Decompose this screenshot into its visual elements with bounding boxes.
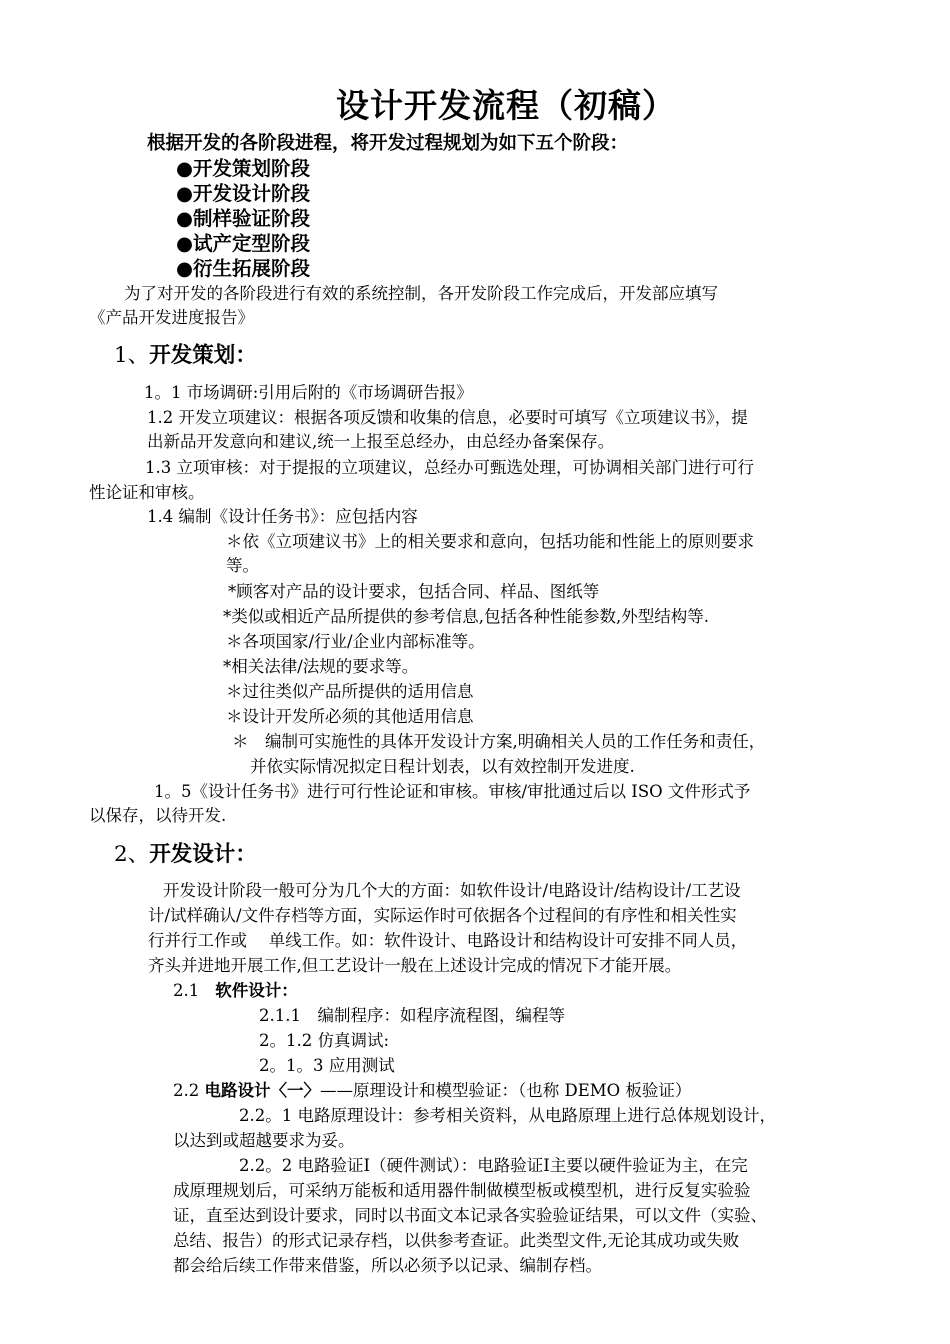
bullet-icon: ● (176, 182, 194, 205)
subsection-1-1: 1。1 市场调研:引用后附的《市场调研告报》 (144, 383, 473, 402)
bullet-icon: ● (176, 257, 194, 280)
subsection-1-3-line: 性论证和审核。 (89, 483, 205, 502)
control-paragraph-line: 为了对开发的各阶段进行有效的系统控制，各开发阶段工作完成后，开发部应填写 (124, 284, 718, 303)
list-item: *顾客对产品的设计要求，包括合同、样品、图纸等 (228, 582, 600, 601)
subsection-2-2-2-line: 都会给后续工作带来借鉴，所以必须予以记录、编制存档。 (173, 1256, 602, 1275)
subsection-1-2-line: 出新品开发意向和建议,统一上报至总经办，由总经办备案保存。 (147, 432, 615, 451)
list-item: ＊过往类似产品所提供的适用信息 (226, 682, 474, 701)
paragraph-line: 开发设计阶段一般可分为几个大的方面：如软件设计/电路设计/结构设计/工艺设 (163, 881, 741, 900)
phase-item: ●试产定型阶段 (176, 232, 311, 255)
list-item: ＊ 编制可实施性的具体开发设计方案,明确相关人员的工作任务和责任， (232, 732, 766, 751)
phase-item: ●制样验证阶段 (176, 207, 311, 230)
subsection-1-5-line: 1。5《设计任务书》进行可行性论证和审核。审核/审批通过后以 ISO 文件形式予 (154, 782, 751, 801)
subsection-1-3-line: 1.3 立项审核：对于提报的立项建议，总经办可甄选处理，可协调相关部门进行可行 (145, 458, 754, 477)
subsection-2-2-2-line: 成原理规划后，可采纳万能板和适用器件制做模型板或模型机，进行反复实验验 (173, 1181, 751, 1200)
subsection-2-2-2-line: 证，直至达到设计要求，同时以书面文本记录各实验验证结果，可以文件（实验、 (173, 1206, 767, 1225)
phase-item: ●衍生拓展阶段 (176, 257, 311, 280)
subsection-2-2-2-line: 2.2。2 电路验证Ⅰ（硬件测试）：电路验证Ⅰ主要以硬件验证为主，在完 (239, 1156, 748, 1175)
paragraph-line: 行并行工作或 单线工作。如：软件设计、电路设计和结构设计可安排不同人员， (148, 931, 748, 950)
section-1-heading: 1、开发策划： (114, 343, 257, 368)
document-title: 设计开发流程（初稿） (336, 86, 676, 125)
paragraph-line: 计/试样确认/文件存档等方面，实际运作时可依据各个过程间的有序性和相关性实 (148, 906, 737, 925)
subsection-2-1-heading: 2.1 软件设计： (173, 981, 298, 1000)
list-item: 2。1。3 应用测试 (259, 1056, 395, 1075)
phase-item: ●开发策划阶段 (176, 157, 311, 180)
list-item: ＊各项国家/行业/企业内部标准等。 (226, 632, 485, 651)
subsection-2-2-2-line: 总结、报告）的形式记录存档，以供参考查证。此类型文件,无论其成功或失败 (173, 1231, 740, 1250)
list-item: 2。1.2 仿真调试: (259, 1031, 390, 1050)
section-2-heading: 2、开发设计： (114, 842, 257, 867)
list-item: ＊依《立项建议书》上的相关要求和意向，包括功能和性能上的原则要求 (226, 532, 754, 551)
bullet-icon: ● (176, 207, 194, 230)
subsection-2-2-1-line: 以达到或超越要求为妥。 (173, 1131, 355, 1150)
list-item: ＊设计开发所必须的其他适用信息 (226, 707, 474, 726)
subsection-2-2-1-line: 2.2。1 电路原理设计：参考相关资料，从电路原理上进行总体规划设计， (239, 1106, 776, 1125)
subsection-1-4: 1.4 编制《设计任务书》：应包括内容 (147, 507, 418, 526)
list-item: 并依实际情况拟定日程计划表，以有效控制开发进度. (250, 757, 635, 776)
phase-item: ●开发设计阶段 (176, 182, 311, 205)
list-item: 2.1.1 编制程序：如程序流程图，编程等 (259, 1006, 565, 1025)
list-item: *相关法律/法规的要求等。 (223, 657, 419, 676)
list-item: 等。 (226, 556, 259, 575)
list-item: *类似或相近产品所提供的参考信息,包括各种性能参数,外型结构等. (223, 607, 709, 626)
bullet-icon: ● (176, 232, 194, 255)
intro-line: 根据开发的各阶段进程，将开发过程规划为如下五个阶段： (147, 133, 629, 154)
subsection-1-5-line: 以保存，以待开发. (89, 806, 227, 825)
bullet-icon: ● (176, 157, 194, 180)
subsection-1-2-line: 1.2 开发立项建议：根据各项反馈和收集的信息，必要时可填写《立项建议书》，提 (147, 408, 748, 427)
control-paragraph-line: 《产品开发进度报告》 (89, 308, 254, 327)
subsection-2-2-heading: 2.2 电路设计〈一〉——原理设计和模型验证：（也称 DEMO 板验证） (173, 1081, 692, 1100)
paragraph-line: 齐头并进地开展工作,但工艺设计一般在上述设计完成的情况下才能开展。 (148, 956, 682, 975)
